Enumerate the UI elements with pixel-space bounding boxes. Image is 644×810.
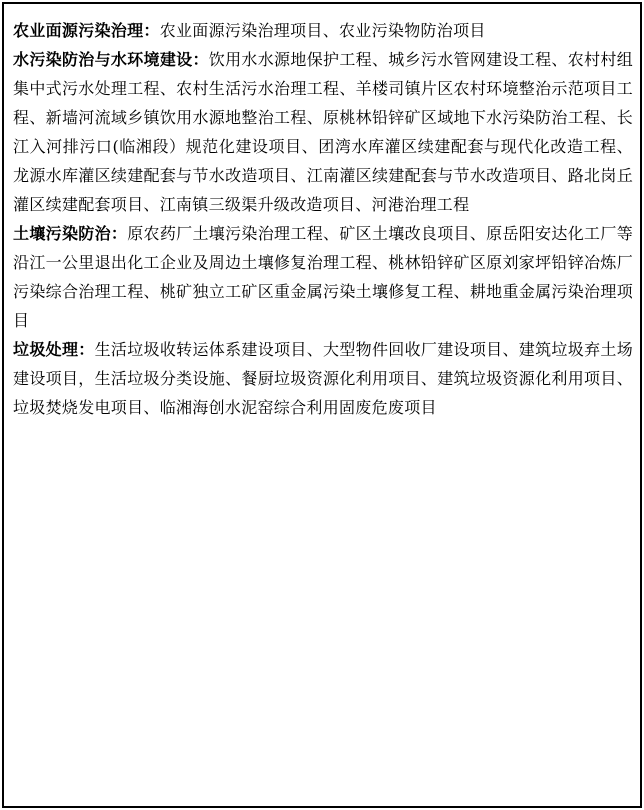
- section-heading: 农业面源污染治理：: [13, 21, 160, 40]
- section-garbage-treatment: [13, 335, 633, 422]
- document-frame: [2, 2, 642, 808]
- section-body: 原农药厂土壤污染治理工程、矿区土壤改良项目、原岳阳安达化工厂等沿江一公里退出化工企业及周边土壤修复治理工程、桃林铅锌矿区原刘家坪铅锌冶炼厂污染综合治理工程、桃矿独立工矿区重金属污染土壤修复工程、耕地重金属污染治理项目: [13, 224, 633, 330]
- section-water-pollution: [13, 45, 633, 219]
- section-body: 饮用水水源地保护工程、城乡污水管网建设工程、农村村组集中式污水处理工程、农村生活污水治理工程、羊楼司镇片区农村环境整治示范项目工程、新墙河流域乡镇饮用水源地整治工程、原桃林铅锌矿区域地下水污染防治工程、长江入河排污口(临湘段）规范化建设项目、团湾水库灌区续建配套与现代化改造工程、龙源水库灌区续建配套与节水改造项目、江南灌区续建配套与节水改造项目、路北岗丘灌区续建配套项目、江南镇三级渠升级改造项目、河港治理工程: [13, 50, 633, 214]
- section-heading: 土壤污染防治：: [13, 224, 128, 243]
- section-body: 生活垃圾收转运体系建设项目、大型物件回收厂建设项目、建筑垃圾弃土场建设项目，生活垃圾分类设施、餐厨垃圾资源化利用项目、建筑垃圾资源化利用项目、垃圾焚烧发电项目、临湘海创水泥窑综合利用固废危废项目: [13, 340, 633, 417]
- section-heading: 水污染防治与水环境建设：: [13, 50, 209, 69]
- section-heading: 垃圾处理：: [13, 340, 95, 359]
- document-content: [13, 16, 633, 422]
- section-soil-pollution: [13, 219, 633, 335]
- section-agricultural-pollution: [13, 16, 633, 45]
- section-body: 农业面源污染治理项目、农业污染物防治项目: [159, 21, 486, 40]
